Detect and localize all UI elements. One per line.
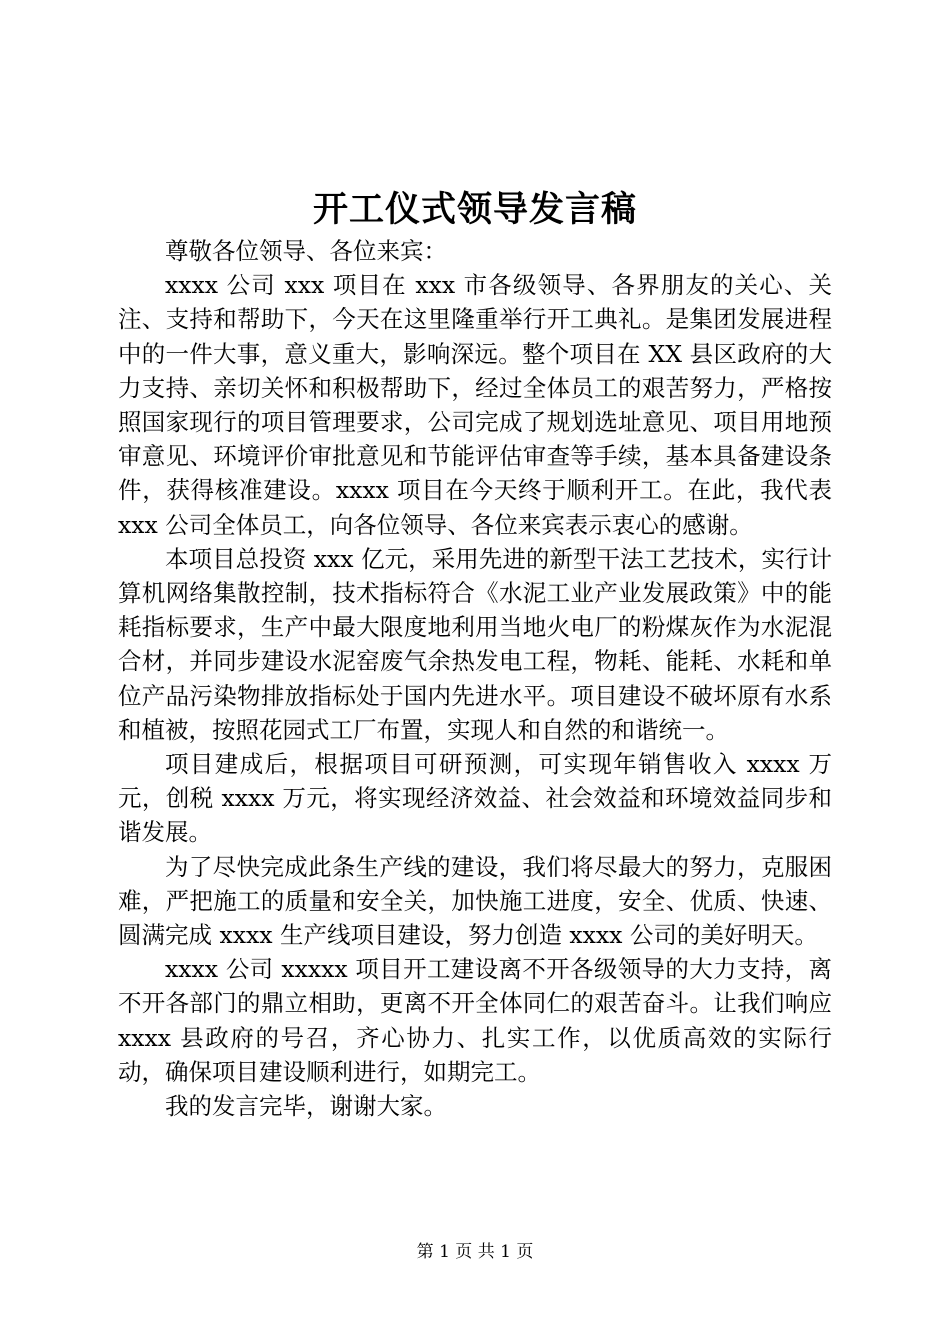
document-body [118, 234, 832, 1123]
closing-line: 我的发言完毕，谢谢大家。 [165, 1092, 447, 1121]
paragraph-2: 本项目总投资 xxx 亿元，采用先进的新型干法工艺技术，实行计算机网络集散控制，技术指标符合《水泥工业产业发展政策》中的能耗指标要求，生产中最大限度地利用当地火电厂的粉煤灰作为水泥混合材，并同步建设水泥窑废气余热发电工程，物耗、能耗、水耗和单位产品污染物排放指标处于国内先进水平。项目建设不破坏原有水系和植被，按照花园式工厂布置，实现人和自然的和谐统一。 [118, 544, 832, 744]
document-title: 开工仪式领导发言稿 [312, 189, 637, 230]
salutation: 尊敬各位领导、各位来宾： [165, 237, 447, 265]
paragraph-3: 项目建成后，根据项目可研预测，可实现年销售收入 xxxx 万元，创税 xxxx 万元，将实现经济效益、社会效益和环境效益同步和谐发展。 [118, 750, 832, 847]
page-footer: 第 1 页 共 1 页 [416, 1242, 534, 1262]
paragraph-1: xxxx 公司 xxx 项目在 xxx 市各级领导、各界朋友的关心、关注、支持和帮助下，今天在这里隆重举行开工典礼。是集团发展进程中的一件大事，意义重大，影响深远。整个项目在 XX 县区政府的大力支持、亲切关怀和积极帮助下，经过全体员工的艰苦努力，严格按照国家现行的项目管理要求，公司完成了规划选址意见、项目用地预审意见、环境评价审批意见和节能评估审查等手续，基本具备建设条件，获得核准建设。xxxx 项目在今天终于顺利开工。在此，我代表 xxx 公司全体员工，向各位领导、各位来宾表示衷心的感谢。 [118, 271, 832, 539]
paragraph-4: 为了尽快完成此条生产线的建设，我们将尽最大的努力，克服困难，严把施工的质量和安全关，加快施工进度，安全、优质、快速、圆满完成 xxxx 生产线项目建设，努力创造 xxxx 公司的美好明天。 [118, 852, 832, 950]
paragraph-5: xxxx 公司 xxxxx 项目开工建设离不开各级领导的大力支持，离不开各部门的鼎立相助，更离不开全体同仁的艰苦奋斗。让我们响应 xxxx 县政府的号召，齐心协力、扎实工作，以优质高效的实际行动，确保项目建设顺利进行，如期完工。 [118, 955, 832, 1086]
